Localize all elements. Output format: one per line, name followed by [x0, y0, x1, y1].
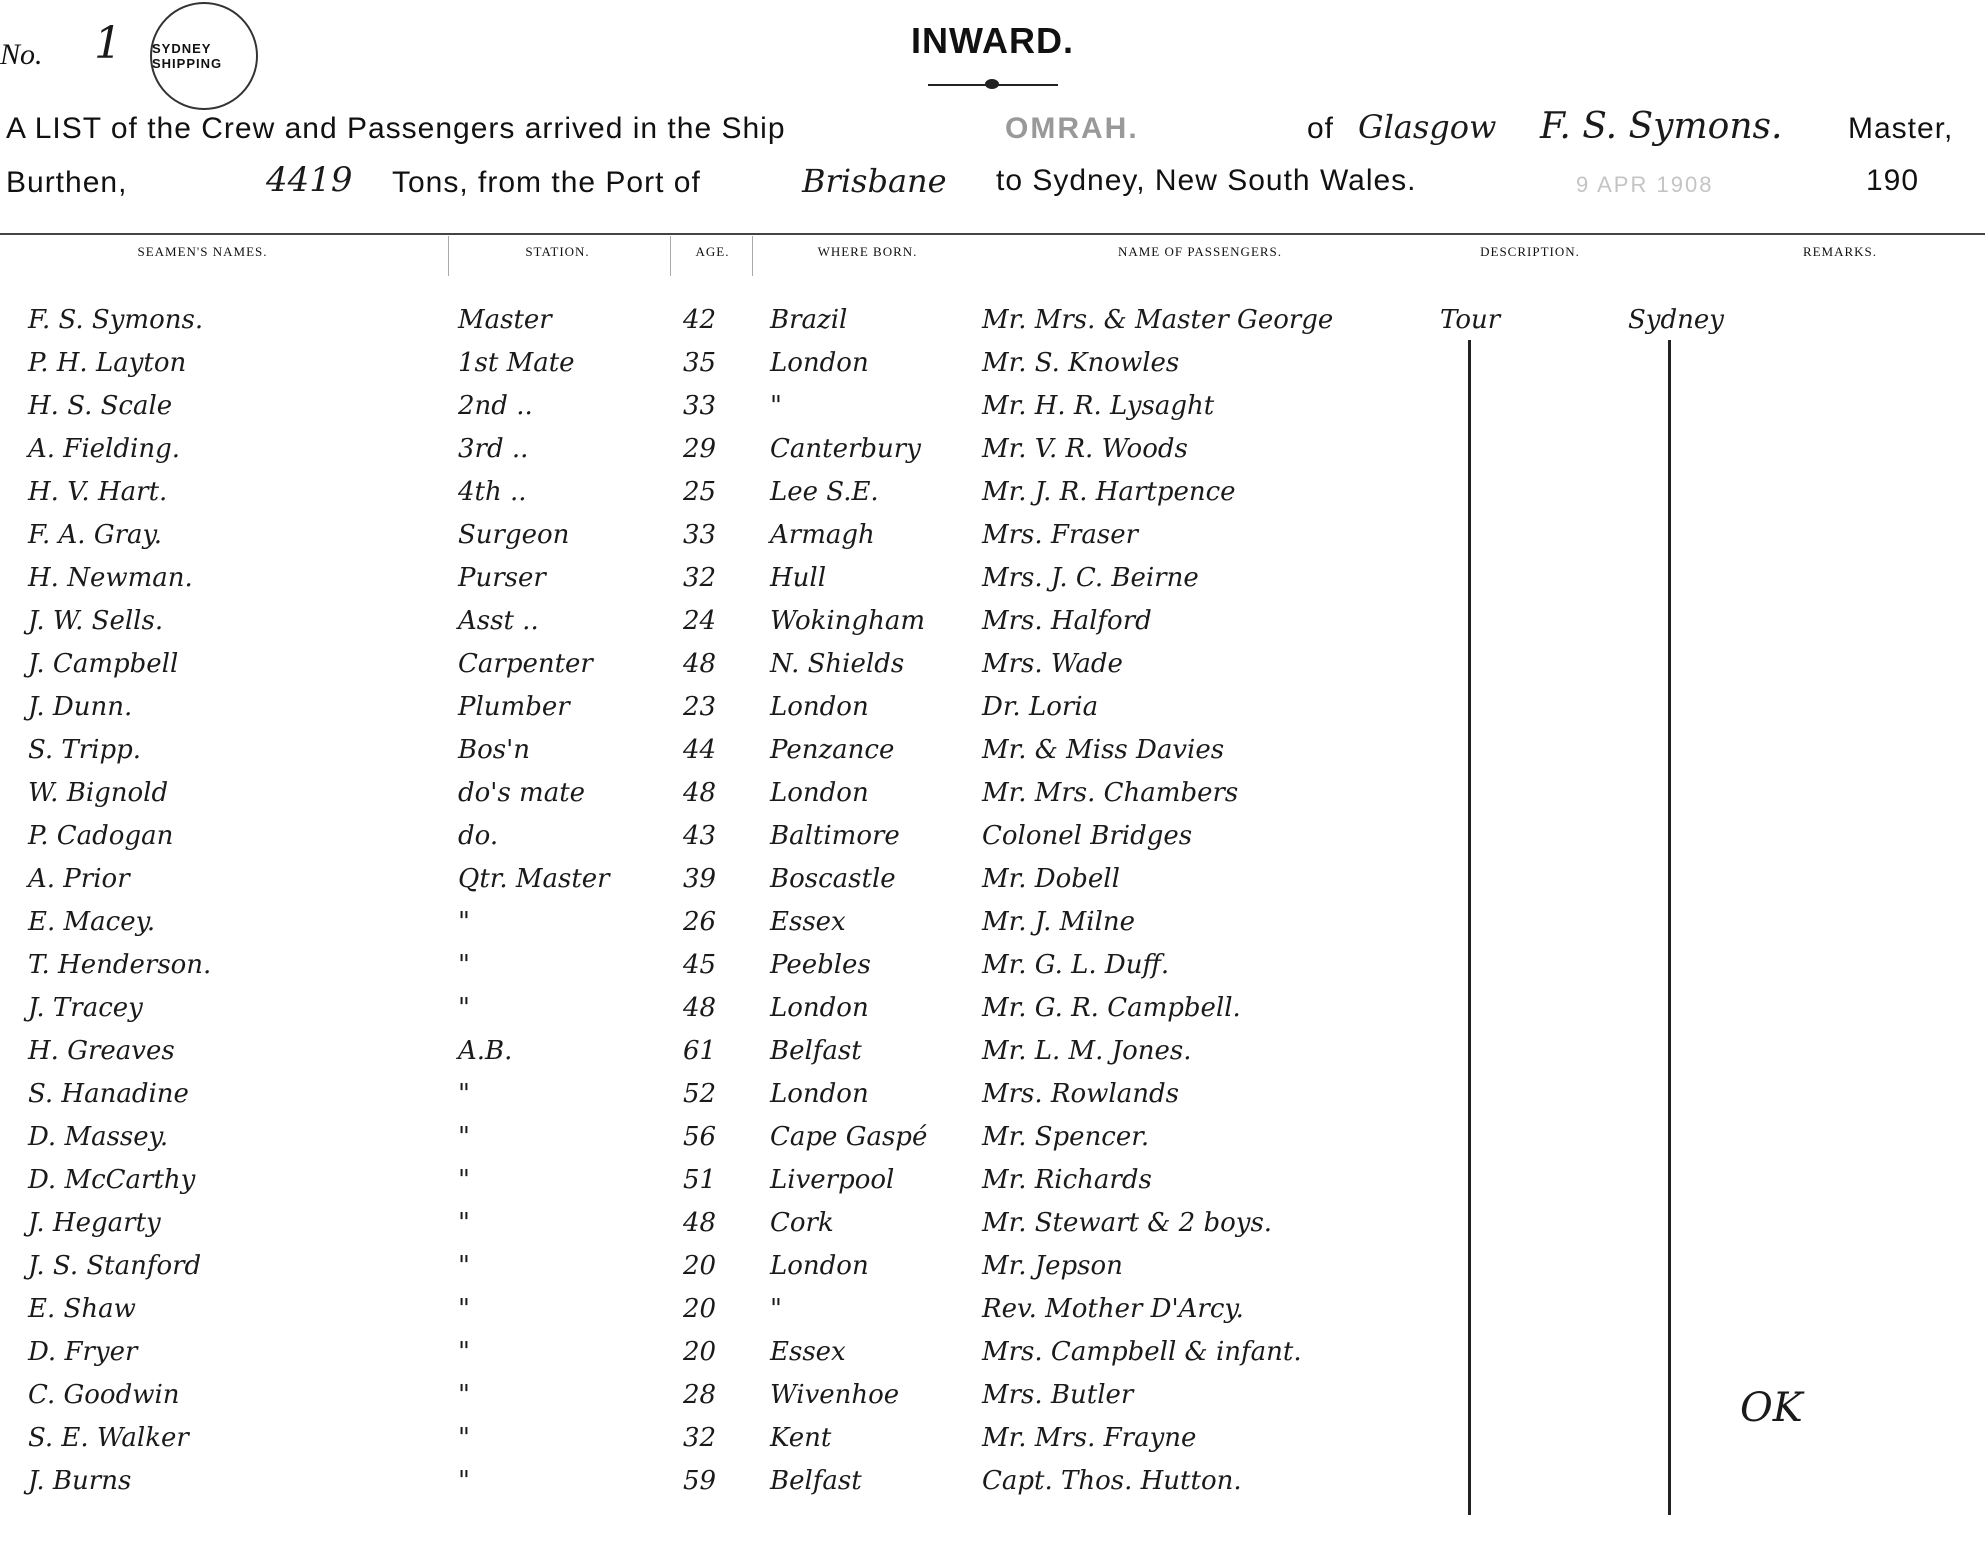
column-header-remarks: REMARKS.: [1802, 244, 1878, 259]
age: 45: [683, 950, 717, 980]
age: 23: [683, 692, 717, 722]
seaman-name: D. Massey.: [28, 1122, 169, 1152]
seaman-name: P. H. Layton: [28, 348, 187, 378]
station: Surgeon: [458, 520, 570, 550]
seaman-name: D. McCarthy: [28, 1165, 196, 1195]
seaman-name: E. Macey.: [28, 907, 156, 937]
station: ": [458, 950, 470, 980]
column-header-age: AGE.: [695, 244, 730, 259]
description-ditto-line: [1468, 340, 1471, 1515]
station: Master: [458, 305, 552, 335]
where-born: Wivenhoe: [770, 1380, 900, 1410]
station: ": [458, 1079, 470, 1109]
where-born: Peebles: [770, 950, 871, 980]
seaman-name: J. W. Sells.: [28, 606, 164, 636]
home-port-value: Glasgow: [1358, 108, 1497, 146]
seaman-name: H. Greaves: [28, 1036, 175, 1066]
seaman-name: E. Shaw: [28, 1294, 136, 1324]
age: 28: [683, 1380, 717, 1410]
where-born: Liverpool: [770, 1165, 895, 1195]
column-header-seamen: SEAMEN'S NAMES.: [137, 244, 268, 259]
passenger-name: Mrs. Butler: [982, 1380, 1134, 1410]
column-header-description: DESCRIPTION.: [1480, 244, 1580, 259]
station: ": [458, 993, 470, 1023]
age: 29: [683, 434, 717, 464]
station: 3rd ..: [458, 434, 529, 464]
stamp-text: SYDNEY SHIPPING: [152, 41, 223, 71]
age: 44: [683, 735, 717, 765]
station: Plumber: [458, 692, 570, 722]
seaman-name: F. S. Symons.: [28, 305, 204, 335]
passenger-name: Rev. Mother D'Arcy.: [982, 1294, 1244, 1324]
age: 48: [683, 1208, 717, 1238]
tons-value: 4419: [266, 160, 353, 200]
where-born: London: [770, 993, 869, 1023]
where-born: London: [770, 1079, 869, 1109]
passenger-name: Mrs. Fraser: [982, 520, 1139, 550]
age: 35: [683, 348, 717, 378]
number-value: 1: [94, 18, 122, 69]
station: Purser: [458, 563, 546, 593]
seaman-name: D. Fryer: [28, 1337, 138, 1367]
column-header-station: STATION.: [525, 244, 590, 259]
where-born: Belfast: [770, 1036, 862, 1066]
passenger-name: Mr. Jepson: [982, 1251, 1123, 1281]
station: ": [458, 907, 470, 937]
where-born: London: [770, 348, 869, 378]
station: 1st Mate: [458, 348, 575, 378]
destination-text: to Sydney, New South Wales.: [996, 164, 1417, 197]
passenger-name: Mr. G. L. Duff.: [982, 950, 1170, 980]
where-born: Essex: [770, 1337, 846, 1367]
remarks-ditto-line: [1668, 340, 1671, 1515]
where-born: Hull: [770, 563, 827, 593]
passenger-name: Dr. Loria: [982, 692, 1099, 722]
approval-flourish: OK: [1740, 1385, 1803, 1431]
age: 48: [683, 649, 717, 679]
list-intro-text: A LIST of the Crew and Passengers arrived in the Ship: [6, 112, 786, 145]
station: Asst ..: [458, 606, 539, 636]
passenger-name: Mr. Mrs. Chambers: [982, 778, 1239, 808]
passenger-name: Mrs. Rowlands: [982, 1079, 1179, 1109]
master-label: Master,: [1848, 112, 1954, 145]
where-born: Baltimore: [770, 821, 900, 851]
seaman-name: A. Prior: [28, 864, 130, 894]
age: 25: [683, 477, 717, 507]
year-label: 190: [1866, 164, 1920, 197]
passenger-name: Mr. J. R. Hartpence: [982, 477, 1236, 507]
passenger-name: Mr. G. R. Campbell.: [982, 993, 1241, 1023]
date-stamp: 9 APR 1908: [1576, 172, 1714, 197]
station: ": [458, 1208, 470, 1238]
station: Carpenter: [458, 649, 593, 679]
where-born: Boscastle: [770, 864, 896, 894]
where-born: ": [770, 1294, 782, 1324]
passenger-name: Colonel Bridges: [982, 821, 1193, 851]
seaman-name: S. Hanadine: [28, 1079, 189, 1109]
where-born: Cork: [770, 1208, 834, 1238]
seaman-name: H. S. Scale: [28, 391, 173, 421]
burthen-label: Burthen,: [6, 166, 128, 199]
age: 26: [683, 907, 717, 937]
where-born: Lee S.E.: [770, 477, 879, 507]
age: 61: [683, 1036, 717, 1066]
station: ": [458, 1165, 470, 1195]
description: Tour: [1440, 305, 1501, 335]
seaman-name: C. Goodwin: [28, 1380, 180, 1410]
station: 2nd ..: [458, 391, 533, 421]
column-divider: [448, 236, 449, 276]
age: 48: [683, 993, 717, 1023]
station: Qtr. Master: [458, 864, 610, 894]
station: do's mate: [458, 778, 586, 808]
column-divider: [670, 236, 671, 276]
passenger-name: Mr. Mrs. & Master George: [982, 305, 1334, 335]
age: 48: [683, 778, 717, 808]
seaman-name: A. Fielding.: [28, 434, 180, 464]
passenger-name: Mr. S. Knowles: [982, 348, 1180, 378]
where-born: Kent: [770, 1423, 832, 1453]
seaman-name: F. A. Gray.: [28, 520, 163, 550]
age: 33: [683, 520, 717, 550]
station: ": [458, 1337, 470, 1367]
age: 32: [683, 563, 717, 593]
age: 32: [683, 1423, 717, 1453]
ship-name: OMRAH.: [1005, 112, 1139, 145]
title-divider-ornament: [985, 79, 999, 89]
header-rule: [0, 233, 1985, 235]
where-born: London: [770, 692, 869, 722]
passenger-name: Mr. & Miss Davies: [982, 735, 1225, 765]
station: ": [458, 1466, 470, 1496]
master-name: F. S. Symons.: [1540, 106, 1783, 147]
where-born: Armagh: [770, 520, 875, 550]
age: 42: [683, 305, 717, 335]
seaman-name: J. Hegarty: [28, 1208, 161, 1238]
passenger-name: Mrs. Wade: [982, 649, 1123, 679]
passenger-name: Mrs. Halford: [982, 606, 1152, 636]
station: Bos'n: [458, 735, 530, 765]
page-title: INWARD.: [911, 20, 1074, 61]
station: 4th ..: [458, 477, 527, 507]
where-born: Belfast: [770, 1466, 862, 1496]
seaman-name: S. E. Walker: [28, 1423, 189, 1453]
where-born: Cape Gaspé: [770, 1122, 928, 1152]
station: ": [458, 1251, 470, 1281]
seaman-name: J. Burns: [28, 1466, 132, 1496]
passenger-name: Mr. J. Milne: [982, 907, 1136, 937]
seaman-name: W. Bignold: [28, 778, 169, 808]
number-label: No.: [0, 38, 43, 71]
age: 39: [683, 864, 717, 894]
seaman-name: H. Newman.: [28, 563, 193, 593]
remarks: Sydney: [1628, 305, 1724, 335]
passenger-name: Mr. Stewart & 2 boys.: [982, 1208, 1273, 1238]
age: 20: [683, 1251, 717, 1281]
seaman-name: J. Campbell: [28, 649, 179, 679]
age: 56: [683, 1122, 717, 1152]
where-born: ": [770, 391, 782, 421]
seaman-name: J. S. Stanford: [28, 1251, 202, 1281]
passenger-name: Mr. L. M. Jones.: [982, 1036, 1192, 1066]
column-header-passengers: NAME OF PASSENGERS.: [1117, 244, 1283, 259]
station: ": [458, 1423, 470, 1453]
seaman-name: T. Henderson.: [28, 950, 212, 980]
station: ": [458, 1380, 470, 1410]
seaman-name: S. Tripp.: [28, 735, 142, 765]
passenger-name: Mr. H. R. Lysaght: [982, 391, 1215, 421]
tons-label: Tons, from the Port of: [392, 166, 701, 199]
passenger-name: Mr. Dobell: [982, 864, 1120, 894]
of-label: of: [1307, 112, 1335, 145]
passenger-name: Capt. Thos. Hutton.: [982, 1466, 1242, 1496]
where-born: N. Shields: [770, 649, 905, 679]
passenger-name: Mr. Spencer.: [982, 1122, 1150, 1152]
where-born: Penzance: [770, 735, 895, 765]
station: ": [458, 1294, 470, 1324]
where-born: London: [770, 1251, 869, 1281]
passenger-name: Mr. Richards: [982, 1165, 1152, 1195]
station: do.: [458, 821, 499, 851]
age: 20: [683, 1294, 717, 1324]
where-born: Brazil: [770, 305, 848, 335]
station: A.B.: [458, 1036, 513, 1066]
where-born: Canterbury: [770, 434, 921, 464]
age: 52: [683, 1079, 717, 1109]
age: 59: [683, 1466, 717, 1496]
seaman-name: J. Dunn.: [28, 692, 133, 722]
passenger-name: Mrs. J. C. Beirne: [982, 563, 1199, 593]
station: ": [458, 1122, 470, 1152]
age: 33: [683, 391, 717, 421]
where-born: Wokingham: [770, 606, 925, 636]
seaman-name: H. V. Hart.: [28, 477, 168, 507]
departure-port-value: Brisbane: [802, 162, 947, 200]
passenger-name: Mrs. Campbell & infant.: [982, 1337, 1302, 1367]
passenger-name: Mr. V. R. Woods: [982, 434, 1188, 464]
seaman-name: P. Cadogan: [28, 821, 174, 851]
age: 20: [683, 1337, 717, 1367]
age: 51: [683, 1165, 717, 1195]
where-born: Essex: [770, 907, 846, 937]
seaman-name: J. Tracey: [28, 993, 143, 1023]
age: 24: [683, 606, 717, 636]
column-divider: [752, 236, 753, 276]
passenger-name: Mr. Mrs. Frayne: [982, 1423, 1197, 1453]
age: 43: [683, 821, 717, 851]
where-born: London: [770, 778, 869, 808]
column-header-where-born: WHERE BORN.: [817, 244, 918, 259]
